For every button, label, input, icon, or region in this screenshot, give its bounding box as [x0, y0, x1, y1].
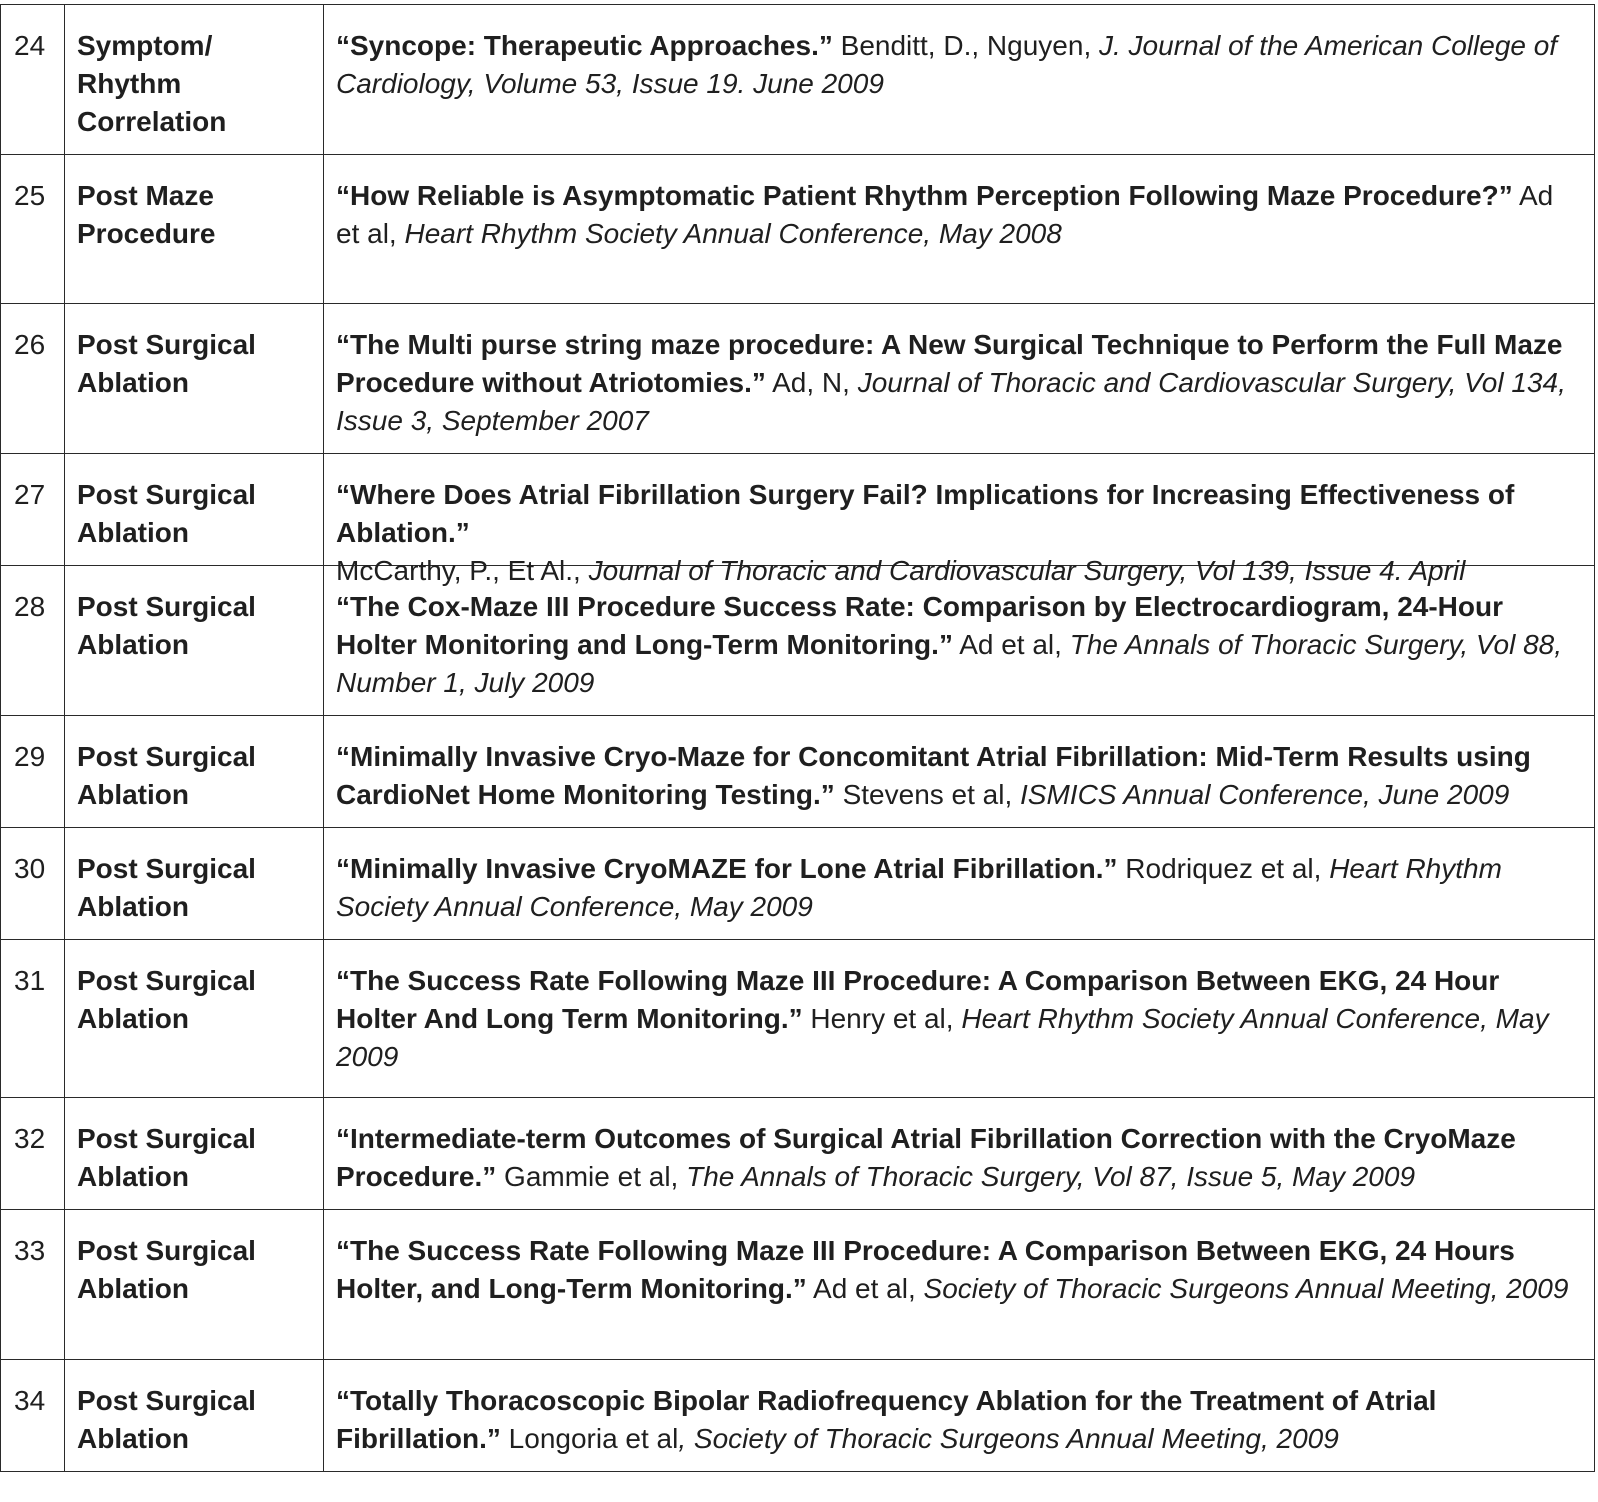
reference-authors: Ad et al,: [806, 1273, 924, 1304]
reference-authors: Ad et al,: [336, 180, 1554, 249]
reference-title: “The Success Rate Following Maze III Procedure: A Comparison Between EKG, 24 Hour Holter And Long Term Monitoring.”: [336, 965, 1500, 1034]
reference-category: Post Surgical Ablation: [65, 304, 324, 454]
reference-category: Post Surgical Ablation: [65, 828, 324, 940]
reference-source: ISMICS Annual Conference, June 2009: [1020, 779, 1510, 810]
reference-category: Post Maze Procedure: [65, 155, 324, 304]
reference-title: “How Reliable is Asymptomatic Patient Rhythm Perception Following Maze Procedure?”: [336, 180, 1513, 211]
reference-category: Symptom/ Rhythm Correlation: [65, 5, 324, 155]
reference-number: 27: [1, 454, 65, 566]
reference-authors: Rodriquez et al,: [1117, 853, 1330, 884]
reference-citation: [324, 304, 1595, 454]
reference-authors: McCarthy, P., Et Al.,: [336, 555, 589, 586]
reference-title: “The Success Rate Following Maze III Procedure: A Comparison Between EKG, 24 Hours Holter, and Long-Term Monitoring.”: [336, 1235, 1515, 1304]
reference-source: Heart Rhythm Society Annual Conference, May 2008: [404, 218, 1062, 249]
reference-citation: [324, 155, 1595, 304]
table-row: [1, 1098, 1595, 1210]
reference-number: 25: [1, 155, 65, 304]
reference-authors: Gammie et al,: [496, 1161, 687, 1192]
reference-number: 33: [1, 1210, 65, 1360]
reference-authors: Henry et al,: [802, 1003, 962, 1034]
table-row: [1, 5, 1595, 155]
reference-number: 24: [1, 5, 65, 155]
reference-authors: Ad, N,: [765, 367, 858, 398]
reference-authors: Ad et al,: [952, 629, 1070, 660]
reference-source: Society of Thoracic Surgeons Annual Meeting, 2009: [923, 1273, 1569, 1304]
reference-category: Post Surgical Ablation: [65, 1098, 324, 1210]
reference-title: “Intermediate-term Outcomes of Surgical Atrial Fibrillation Correction with the CryoMaze Procedure.”: [336, 1123, 1516, 1192]
reference-category: Post Surgical Ablation: [65, 454, 324, 566]
table-row: [1, 940, 1595, 1098]
table-row: [1, 566, 1595, 716]
reference-source: Journal of Thoracic and Cardiovascular Surgery, Vol 139, Issue 4. April: [588, 555, 1466, 586]
reference-citation: [324, 454, 1595, 586]
reference-category: Post Surgical Ablation: [65, 566, 324, 716]
reference-number: 34: [1, 1360, 65, 1472]
reference-citation: [324, 1360, 1595, 1472]
table-row: [1, 304, 1595, 454]
reference-number: 32: [1, 1098, 65, 1210]
reference-category: Post Surgical Ablation: [65, 716, 324, 828]
table-row: [1, 1210, 1595, 1360]
reference-title: “Totally Thoracoscopic Bipolar Radiofrequency Ablation for the Treatment of Atrial Fibrillation.”: [336, 1385, 1437, 1454]
reference-source: Journal of Thoracic and Cardiovascular Surgery, Vol 134, Issue 3, September 2007: [336, 367, 1566, 436]
table-row: [1, 454, 1595, 566]
reference-citation: [324, 566, 1595, 716]
reference-title: “The Multi purse string maze procedure: A New Surgical Technique to Perform the Full Maze Procedure without Atriotomies.”: [336, 329, 1563, 398]
reference-title: “Minimally Invasive Cryo-Maze for Concomitant Atrial Fibrillation: Mid-Term Results using CardioNet Home Monitoring Testing.”: [336, 741, 1531, 810]
reference-source: The Annals of Thoracic Surgery, Vol 87, Issue 5, May 2009: [686, 1161, 1416, 1192]
reference-citation: [324, 716, 1595, 828]
table-row: [1, 716, 1595, 828]
reference-number: 29: [1, 716, 65, 828]
table-row: [1, 1360, 1595, 1472]
table-row: [1, 828, 1595, 940]
reference-category: Post Surgical Ablation: [65, 1360, 324, 1472]
reference-number: 28: [1, 566, 65, 716]
reference-citation: [324, 1210, 1595, 1360]
reference-category: Post Surgical Ablation: [65, 940, 324, 1098]
reference-title: “Minimally Invasive CryoMAZE for Lone Atrial Fibrillation.”: [336, 853, 1118, 884]
reference-source: Heart Rhythm Society Annual Conference, May 2009: [336, 1003, 1549, 1072]
reference-source: The Annals of Thoracic Surgery, Vol 88, Number 1, July 2009: [336, 629, 1563, 698]
reference-category: Post Surgical Ablation: [65, 1210, 324, 1360]
reference-source: Heart Rhythm Society Annual Conference, May 2009: [336, 853, 1502, 922]
reference-authors: Benditt, D., Nguyen,: [832, 30, 1099, 61]
reference-authors: Longoria et al: [500, 1423, 679, 1454]
reference-title: “The Cox-Maze III Procedure Success Rate: Comparison by Electrocardiogram, 24-Hour Holter Monitoring and Long-Term Monitoring.”: [336, 591, 1503, 660]
reference-source: , Society of Thoracic Surgeons Annual Meeting, 2009: [678, 1423, 1339, 1454]
reference-citation: [324, 1098, 1595, 1210]
reference-citation: [324, 828, 1595, 940]
table-row: [1, 155, 1595, 304]
reference-citation: [324, 5, 1595, 155]
reference-title: “Where Does Atrial Fibrillation Surgery Fail? Implications for Increasing Effectiveness of Ablation.”: [336, 479, 1515, 548]
reference-source: J. Journal of the American College of Cardiology, Volume 53, Issue 19. June 2009: [336, 30, 1558, 99]
reference-number: 31: [1, 940, 65, 1098]
reference-authors: Stevens et al,: [834, 779, 1021, 810]
reference-title: “Syncope: Therapeutic Approaches.”: [336, 30, 833, 61]
reference-citation: [324, 940, 1595, 1098]
reference-number: 26: [1, 304, 65, 454]
reference-number: 30: [1, 828, 65, 940]
reference-table: [0, 4, 1595, 1472]
